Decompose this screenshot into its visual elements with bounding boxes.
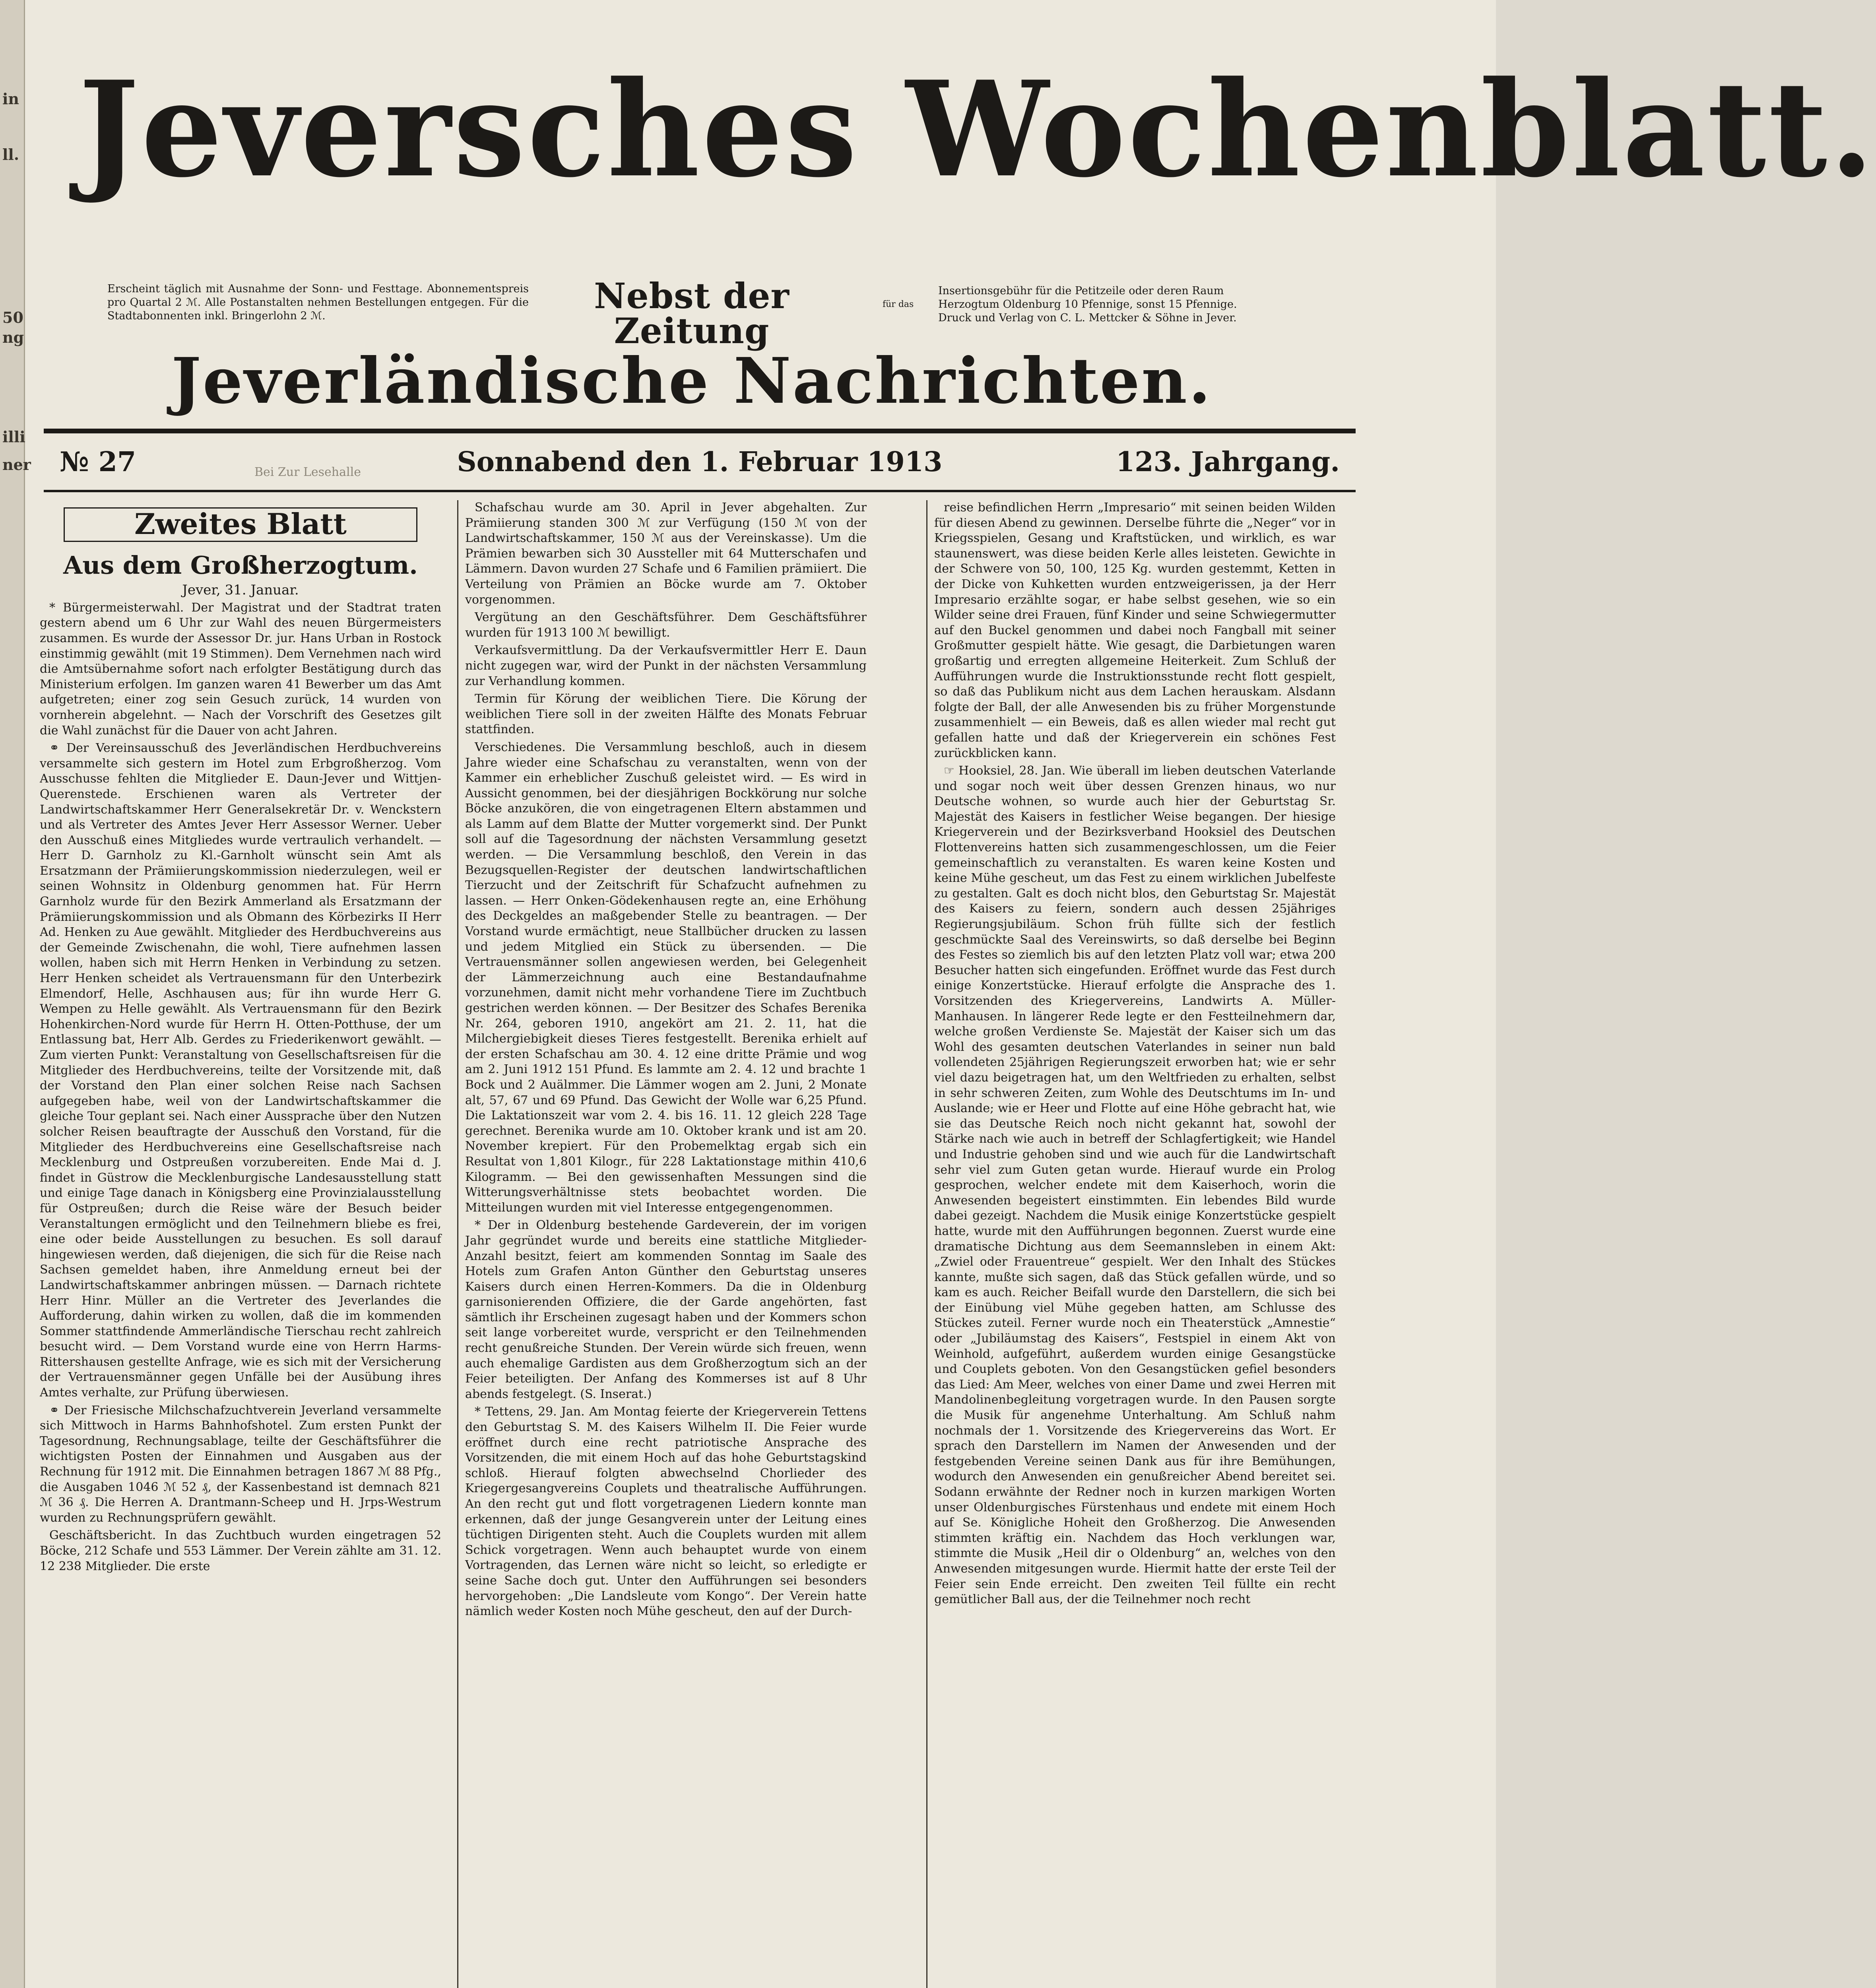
adjacent-page-edge — [0, 0, 31, 1988]
column-3 — [934, 500, 1336, 1988]
library-stamp: Bei Zur Lesehalle — [254, 465, 361, 479]
insertion-info — [883, 284, 1328, 325]
insertion-fur-das: für das — [883, 299, 914, 309]
edge-fragment: in — [2, 90, 19, 108]
insertion-line-2: Herzogtum Oldenburg 10 Pfennige, sonst 15 Pfennige. — [938, 298, 1237, 311]
article-paragraph: Schafschau wurde am 30. April in Jever abgehalten. Zur Prämiierung standen 300 ℳ zur Verfügung (150 ℳ von der Landwirtschaftskammer, 150 ℳ aus der Vereinskasse). Um die Prämien bewarben sich 30 Aussteller mit 64 Mutterschafen und Lämmern. Davon wurden 27 Schafe und 6 Familien prämiiert. Die Verteilung von Prämien an Böcke wurde am 7. Oktober vorgenommen. — [465, 501, 867, 607]
edge-fragment: ner — [2, 456, 31, 474]
column-divider — [457, 500, 458, 1988]
issue-number: № 27 — [60, 446, 136, 478]
column-2 — [465, 500, 867, 1988]
issue-date: Sonnabend den 1. Februar 1913 — [457, 446, 943, 478]
article-paragraph: ⚭ Der Friesische Milchschafzuchtverein Jeverland versammelte sich Mittwoch in Harms Bahnhofshotel. Zum ersten Punkt der Tagesordnung, Rechnungsablage, teilte der Geschäftsführer die wichtigsten Posten der Einnahmen und Ausgaben aus der Rechnung für 1912 mit. Die Einnahmen betragen 1867 ℳ 88 Pfg., die Ausgaben 1046 ℳ 52 ₰, der Kassenbestand ist demnach 821 ℳ 36 ₰. Die Herren A. Drantmann-Scheep und H. Jrps-Westrum wurden zu Rechnungsprüfern gewählt. — [40, 1403, 441, 1525]
header-rule — [44, 429, 1356, 433]
section-heading: Aus dem Großherzogtum. — [63, 550, 418, 580]
article-paragraph: Termin für Körung der weiblichen Tiere. Die Körung der weiblichen Tiere soll in der zweiten Hälfte des Monats Februar stattfinden. — [465, 692, 867, 737]
zweites-blatt-box: Zweites Blatt — [64, 507, 417, 542]
edge-fragment: illi — [2, 428, 25, 446]
nebst-der-zeitung: Nebst der Zeitung — [594, 275, 790, 351]
article-paragraph: Verschiedenes. Die Versammlung beschloß, auch in diesem Jahre wieder eine Schafschau zu veranstalten, wenn von der Kammer ein erheblicher Zuschuß geleistet wird. — Es wird in Aussicht genommen, bei der diesjährigen Bockkörung nur solche Böcke anzukören, die von eingetragenen Eltern abstammen und als Lamm auf dem Blatte der Mutter vorgemerkt sind. Der Punkt soll auf die Tagesordnung der nächsten Versammlung gesetzt werden. — Die Versammlung beschloß, den Verein in das Bezugsquellen-Register der deutschen landwirtschaftlichen Tierzucht und der Zeitschrift für Schafzucht aufnehmen zu lassen. — Herr Onken-Gödekenhausen regte an, eine Erhöhung des Deckgeldes an maßgebender Stelle zu beantragen. — Der Vorstand wurde ermächtigt, neue Stallbücher drucken zu lassen und jedem Mitglied ein Stück zu übersenden. — Die Vertrauensmänner sollen angewiesen werden, bei Gelegenheit der Lämmerzeichnung auch eine Bestandaufnahme vorzunehmen, damit nicht mehr vorhandene Tiere im Zuchtbuch gestrichen werden können. — Der Besitzer des Schafes Berenika Nr. 264, geboren 1910, angekört am 21. 2. 11, hat die Milchergiebigkeit dieses Tieres festgestellt. Berenika erhielt auf der ersten Schafschau am 30. 4. 12 eine dritte Prämie und wog am 2. Juni 1912 151 Pfund. Es lammte am 2. 4. 12 und brachte 1 Bock und 2 Auälmmer. Die Lämmer wogen am 2. Juni, 2 Monate alt, 57, 67 und 69 Pfund. Das Gewicht der Wolle war 6,25 Pfund. Die Laktationszeit war vom 2. 4. bis 16. 11. 12 gleich 228 Tage gerechnet. Berenika wurde am 10. Oktober krank und ist am 20. November krepiert. Für den Probemelktag ergab sich ein Resultat von 1,801 Kilogr., für 228 Laktationstage mithin 410,6 Kilogramm. — Bei den gewissenhaften Messungen sind die Witterungsverhältnisse stets beobachtet worden. Die Mitteilungen wurden mit viel Interesse entgegengenommen. — [465, 740, 867, 1215]
article-paragraph: reise befindlichen Herrn „Impresario“ mit seinen beiden Wilden für diesen Abend zu gewinnen. Derselbe führte die „Neger“ vor in Kriegsspielen, Gesang und Kraftstücken, und wirklich, es war staunenswert, was diese beiden Kerle alles leisteten. Gewichte in der Schwere von 50, 100, 125 Kg. wurden gestemmt, Ketten in der Dicke von Kuhketten wurden entzweigerissen, ja der Herr Impresario erzählte sogar, er habe selbst gesehen, wie so ein Wilder seine drei Frauen, fünf Kinder und seine Schwiegermutter auf den Buckel genommen und dabei noch Fangball mit seiner Großmutter gespielt hätte. Wie gesagt, die Darbietungen waren großartig und erregten allgemeine Heiterkeit. Zum Schluß der Aufführungen wurde die Instruktionsstunde recht flott gespielt, so daß das Publikum nicht aus dem Lachen herauskam. Alsdann folgte der Ball, der alle Anwesenden bis zu früher Morgenstunde zusammenhielt — ein Beweis, daß es allen wieder mal recht gut gefallen hatte und daß der Kriegerverein ein schönes Fest zurückblicken kann. — [934, 501, 1336, 760]
column-divider — [926, 500, 927, 1988]
column-1 — [40, 500, 441, 1988]
edge-fragment: ng — [2, 328, 24, 346]
article-paragraph: Vergütung an den Geschäftsführer. Dem Geschäftsführer wurden für 1913 100 ℳ bewilligt. — [465, 610, 867, 640]
article-paragraph: ☞ Hooksiel, 28. Jan. Wie überall im lieben deutschen Vaterlande und sogar noch weit über dessen Grenzen hinaus, wo nur Deutsche wohnen, so wurde auch hier der Geburtstag Sr. Majestät des Kaisers in festlicher Weise begangen. Der hiesige Kriegerverein und der Bezirksverband Hooksiel des Deutschen Flottenvereins hatten sich zusammengeschlossen, um die Feier gemeinschaftlich zu veranstalten. Es waren keine Kosten und keine Mühe gescheut, um das Fest zu einem wirklichen Jubelfeste zu gestalten. Galt es doch nicht blos, den Geburtstag Sr. Majestät des Kaisers zu feiern, sondern auch dessen 25jähriges Regierungsjubiläum. Schon früh füllte sich der festlich geschmückte Saal des Vereinswirts, so daß derselbe bei Beginn des Festes so ziemlich bis auf den letzten Platz voll war; etwa 200 Besucher hatten sich eingefunden. Eröffnet wurde das Fest durch einige Konzertstücke. Hierauf erfolgte die Ansprache des 1. Vorsitzenden des Kriegervereins, Landwirts A. Müller-Manhausen. In längerer Rede legte er den Festteilnehmern dar, welche großen Verdienste Se. Majestät der Kaiser sich um das Wohl des gesamten deutschen Vaterlandes in seiner nun bald vollendeten 25jährigen Regierungszeit erworben hat; wie er sehr viel dazu beigetragen hat, um den Weltfrieden zu erhalten, selbst in sehr schweren Zeiten, zum Wohle des Deutschtums im In- und Auslande; wie er Heer und Flotte auf eine Höhe gebracht hat, wie sie das Deutsche Reich noch nicht gekannt hat, sowohl der Stärke nach wie auch in betreff der Schlagfertigkeit; wie Handel und Industrie gehoben sind und wie auch für die Landwirtschaft sehr viel zum Guten getan wurde. Hierauf wurde ein Prolog gesprochen, welcher endete mit dem Kaiserhoch, worin die Anwesenden begeistert einstimmten. Ein lebendes Bild wurde dabei gezeigt. Nachdem die Musik einige Konzertstücke gespielt hatte, wurde mit den Aufführungen begonnen. Zuerst wurde eine dramatische Dichtung aus dem Seemannsleben in einem Akt: „Zwiel oder Frauentreue“ gespielt. Wer den Inhalt des Stückes kannte, mußte sich sagen, daß das Stück gefallen würde, und so kam es auch. Reicher Beifall wurde den Darstellern, die sich bei der Einübung viel Mühe gegeben hatten, am Schlusse des Stückes zuteil. Ferner wurde noch ein Theaterstück „Amnestie“ oder „Jubiläumstag des Kaisers“, Festspiel in einem Akt von Weinhold, aufgeführt, außerdem wurden einige Gesangstücke und Couplets geboten. Von den Gesangstücken gefiel besonders das Lied: Am Meer, welches von einer Dame und zwei Herren mit Mandolinenbegleitung vorgetragen wurde. In den Pausen sorgte die Musik für angenehme Unterhaltung. Am Schluß nahm nochmals der 1. Vorsitzende des Kriegervereins das Wort. Er sprach den Darstellern im Namen der Anwesenden und der festgebenden Vereine seinen Dank aus für ihre Bemühungen, wodurch den Anwesenden ein genußreicher Abend bereitet sei. Sodann erwähnte der Redner noch in kurzen markigen Worten unser Oldenburgisches Fürstenhaus und endete mit einem Hoch auf Se. Königliche Hoheit den Großherzog. Die Anwesenden stimmten kräftig ein. Nachdem das Hoch verklungen war, stimmte die Musik „Heil dir o Oldenburg“ an, welches von den Anwesenden mitgesungen wurde. Hiermit hatte der erste Teil der Feier sein Ende erreicht. Den zweiten Teil füllte ein recht gemütlicher Ball aus, der die Teilnehmer noch recht — [934, 764, 1336, 1607]
masthead-title: Jeversches Wochenblatt. — [79, 52, 1876, 206]
edge-fragment: 50 — [2, 309, 23, 326]
header-rule-bottom — [44, 490, 1356, 492]
insertion-line-1: Insertionsgebühr für die Petitzeile oder deren Raum — [938, 285, 1224, 297]
article-paragraph: * Der in Oldenburg bestehende Gardeverein, der im vorigen Jahr gegründet wurde und bereits eine stattliche Mitglieder-Anzahl besitzt, feiert am kommenden Sonntag im Saale des Hotels zum Grafen Anton Günther den Geburtstag unseres Kaisers durch einen Herren-Kommers. Da die in Oldenburg garnisonierenden Offiziere, die der Garde angehörten, fast sämtlich ihr Erscheinen zugesagt haben und der Kommers schon seit lange vorbereitet wurde, verspricht er den Teilnehmenden recht genußreiche Stunden. Der Verein würde sich freuen, wenn auch ehemalige Gardisten aus dem Großherzogtum sich an der Feier beteiligten. Der Anfang des Kommerses ist auf 8 Uhr abends festgelegt. (S. Inserat.) — [465, 1218, 867, 1401]
article-paragraph: * Tettens, 29. Jan. Am Montag feierte der Kriegerverein Tettens den Geburtstag S. M. des Kaisers Wilhelm II. Die Feier wurde eröffnet durch eine recht patriotische Ansprache des Vorsitzenden, die mit einem Hoch auf das hohe Geburtstagskind schloß. Hierauf folgten abwechselnd Chorlieder des Kriegergesangvereins Couplets und theatralische Aufführungen. An den recht gut und flott vorgetragenen Liedern konnte man erkennen, daß der junge Gesangverein unter der Leitung eines tüchtigen Dirigenten steht. Auch die Couplets wurden mit allem Schick vorgetragen. Wenn auch behauptet wurde von einem Vortragenden, das Lernen wäre nicht so leicht, so erledigte er seine Sache doch gut. Unter den Aufführungen sei besonders hervorgehoben: „Die Landsleute vom Kongo“. Der Verein hatte nämlich weder Kosten noch Mühe gescheut, den auf der Durch- — [465, 1405, 867, 1619]
article-paragraph: * Bürgermeisterwahl. Der Magistrat und der Stadtrat traten gestern abend um 6 Uhr zur Wahl des neuen Bürgermeisters zusammen. Es wurde der Assessor Dr. jur. Hans Urban in Rostock einstimmig gewählt (mit 19 Stimmen). Dem Vernehmen nach wird die Amtsübernahme sofort nach erfolgter Bestätigung durch das Ministerium erfolgen. Im ganzen waren 41 Bewerber um das Amt aufgetreten; einer zog sein Gesuch zurück, 14 wurden von vornherein abgelehnt. — Nach der Vorschrift des Gesetzes gilt die Wahl zunächst für die Dauer von acht Jahren. — [40, 600, 441, 738]
subscription-info: Erscheint täglich mit Ausnahme der Sonn- und Festtage. Abonnementspreis pro Quartal 2 ℳ. Alle Postanstalten nehmen Bestellungen entgegen. Für die Stadtabonnenten inkl. Bringerlohn 2 ℳ. — [107, 283, 529, 322]
insertion-line-3: Druck und Verlag von C. L. Mettcker & Söhne in Jever. — [938, 312, 1237, 324]
article-paragraph: Geschäftsbericht. In das Zuchtbuch wurden eingetragen 52 Böcke, 212 Schafe und 553 Lämmer. Der Verein zählte am 31. 12. 12 238 Mitglieder. Die erste — [40, 1528, 441, 1573]
issue-line — [60, 442, 1340, 482]
edge-fragment: ll. — [2, 146, 19, 163]
dateline: Jever, 31. Januar. — [182, 582, 299, 598]
issue-volume: 123. Jahrgang. — [1116, 446, 1340, 478]
masthead-subtitle: Jeverländische Nachrichten. — [171, 344, 1212, 418]
article-paragraph: Verkaufsvermittlung. Da der Verkaufsvermittler Herr E. Daun nicht zugegen war, wird der Punkt in der nächsten Versammlung zur Verhandlung kommen. — [465, 643, 867, 688]
article-paragraph: ⚭ Der Vereinsausschuß des Jeverländischen Herdbuchvereins versammelte sich gestern im Hotel zum Erbgroßherzog. Vom Ausschusse fehlten die Mitglieder E. Daun-Jever und Wittjen-Querenstede. Erschienen waren als Vertreter der Landwirtschaftskammer Herr Generalsekretär Dr. v. Wenckstern und als Vertreter des Amtes Jever Herr Assessor Werner. Ueber den Ausschuß eines Mitgliedes wurde vertraulich verhandelt. — Herr D. Garnholz zu Kl.-Garnholt wünscht sein Amt als Ersatzmann der Prämiierungskommission niederzulegen, weil er seinen Wohnsitz in Oldenburg genommen hat. Für Herrn Garnholz wurde für den Bezirk Ammerland als Ersatzmann der Prämiierungskommission und als Obmann des Körbezirks II Herr Ad. Henken zu Aue gewählt. Mitglieder des Herdbuchvereins aus der Gemeinde Zwischenahn, die wohl, Tiere aufnehmen lassen wollen, haben sich mit Herrn Henken in Verbindung zu setzen. Herr Henken scheidet als Vertrauensmann für den Unterbezirk Elmendorf, Helle, Aschhausen aus; für ihn wurde Herr G. Wempen zu Helle gewählt. Als Vertrauensmann für den Bezirk Hohenkirchen-Nord wurde für Herrn H. Otten-Potthuse, der um Entlassung bat, Herr Alb. Gerdes zu Friederikenwort gewählt. — Zum vierten Punkt: Veranstaltung von Gesellschaftsreisen für die Mitglieder des Herdbuchvereins, teilte der Vorsitzende mit, daß der Vorstand den Plan einer solchen Reise nach Sachsen aufgegeben habe, weil von der Landwirtschaftskammer die gleiche Tour geplant sei. Nach einer Aussprache über den Nutzen solcher Reisen beauftragte der Ausschuß den Vorstand, für die Mitglieder des Herdbuchvereins eine Gesellschaftsreise nach Mecklenburg und Ostpreußen vorzubereiten. Ende Mai d. J. findet in Güstrow die Mecklenburgische Landesausstellung statt und einige Tage danach in Königsberg eine Provinzialausstellung für Ostpreußen; durch die Reise wäre der Besuch beider Veranstaltungen ermöglicht und den Teilnehmern bliebe es frei, eine oder beide Ausstellungen zu besuchen. Es soll darauf hingewiesen werden, daß diejenigen, die sich für die Reise nach Sachsen gemeldet haben, ihre Anmeldung erneut bei der Landwirtschaftskammer anbringen müssen. — Darnach richtete Herr Hinr. Müller an die Vertreter des Jeverlandes die Aufforderung, dahin wirken zu wollen, daß die im kommenden Sommer stattfindende Ammerländische Tierschau recht zahlreich besucht wird. — Dem Vorstand wurde eine von Herrn Harms-Rittershausen gestellte Anfrage, wie es sich mit der Versicherung der Vertrauensmänner gegen Unfälle bei der Ausübung ihres Amtes verhalte, zur Prüfung überwiesen. — [40, 741, 441, 1400]
